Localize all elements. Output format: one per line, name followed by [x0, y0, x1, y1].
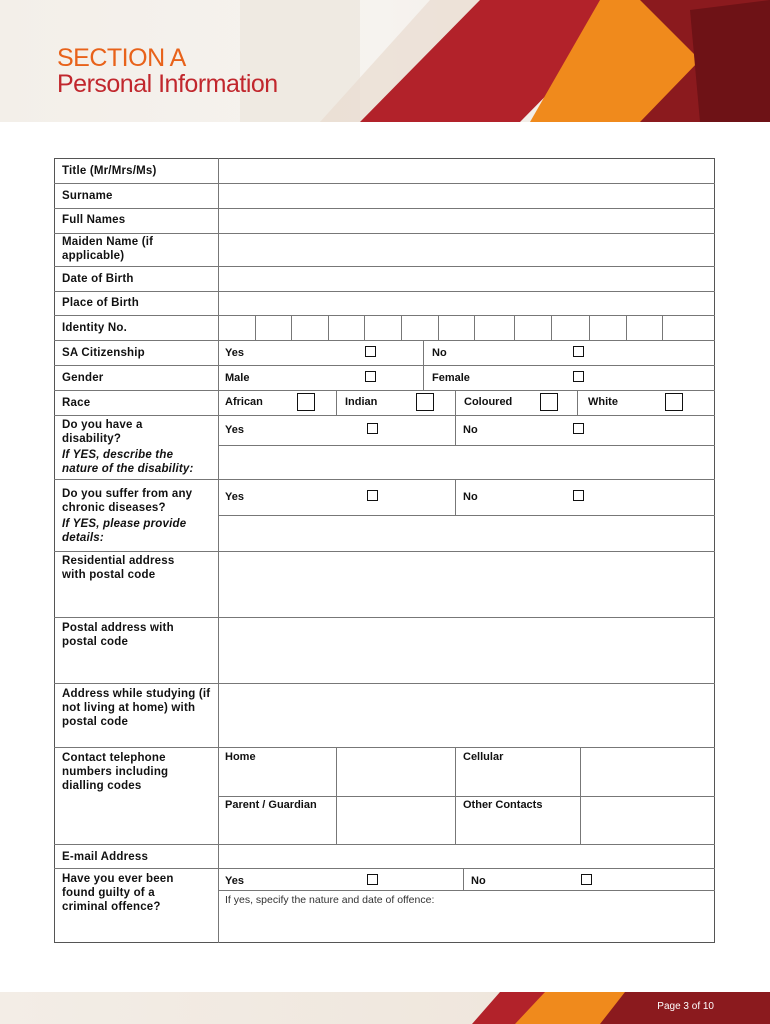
- maiden-name-input[interactable]: [219, 234, 714, 266]
- email-input[interactable]: [219, 845, 714, 868]
- label-criminal: Have you ever been found guilty of a criminal offence?: [62, 873, 174, 913]
- label-gender: Gender: [62, 372, 104, 384]
- label-contact: Contact telephone numbers including dialling codes: [62, 752, 169, 792]
- label-surname: Surname: [62, 190, 113, 202]
- contact-parent-label: Parent / Guardian: [225, 799, 317, 811]
- section-subtitle: Personal Information: [57, 70, 278, 98]
- label-full-names: Full Names: [62, 214, 126, 226]
- label-disability: Do you have a disability?: [62, 419, 143, 445]
- race-coloured-checkbox[interactable]: [540, 393, 558, 411]
- dob-input[interactable]: [219, 267, 714, 291]
- other-contacts-input[interactable]: [581, 797, 714, 844]
- label-dob: Date of Birth: [62, 273, 134, 285]
- disability-yes-checkbox[interactable]: [367, 423, 378, 434]
- title-input[interactable]: [219, 159, 714, 183]
- contact-other-label: Other Contacts: [463, 799, 543, 811]
- identity-no-input[interactable]: [219, 316, 714, 340]
- section-title: SECTION A: [57, 44, 186, 72]
- race-white-label: White: [588, 396, 618, 408]
- citizenship-yes-label: Yes: [225, 347, 244, 359]
- label-title: Title (Mr/Mrs/Ms): [62, 165, 157, 177]
- chronic-no-label: No: [463, 491, 478, 503]
- chronic-yes-label: Yes: [225, 491, 244, 503]
- label-maiden-name: Maiden Name (if applicable): [62, 236, 154, 262]
- citizenship-no-checkbox[interactable]: [573, 346, 584, 357]
- label-residential: Residential address with postal code: [62, 555, 175, 581]
- race-indian-label: Indian: [345, 396, 378, 408]
- place-of-birth-input[interactable]: [219, 292, 714, 315]
- race-african-checkbox[interactable]: [297, 393, 315, 411]
- chronic-yes-checkbox[interactable]: [367, 490, 378, 501]
- criminal-yes-label: Yes: [225, 875, 244, 887]
- label-identity-no: Identity No.: [62, 322, 128, 334]
- race-coloured-label: Coloured: [464, 396, 513, 408]
- postal-address-input[interactable]: [219, 618, 714, 683]
- label-disability-note: If YES, describe the nature of the disability:: [62, 449, 194, 475]
- gender-male-checkbox[interactable]: [365, 371, 376, 382]
- race-white-checkbox[interactable]: [665, 393, 683, 411]
- label-sa-citizenship: SA Citizenship: [62, 347, 145, 359]
- label-place-of-birth: Place of Birth: [62, 297, 139, 309]
- gender-female-checkbox[interactable]: [573, 371, 584, 382]
- label-chronic-note: If YES, please provide details:: [62, 518, 187, 544]
- disability-details-input[interactable]: [219, 446, 714, 479]
- disability-no-label: No: [463, 424, 478, 436]
- residential-address-input[interactable]: [219, 552, 714, 617]
- chronic-details-input[interactable]: [219, 516, 714, 551]
- label-studying-address: Address while studying (if not living at home) with postal code: [62, 688, 211, 728]
- criminal-no-checkbox[interactable]: [581, 874, 592, 885]
- criminal-no-label: No: [471, 875, 486, 887]
- home-phone-input[interactable]: [337, 748, 455, 796]
- parent-phone-input[interactable]: [337, 797, 455, 844]
- footer-graphic: [0, 992, 770, 1024]
- race-african-label: African: [225, 396, 263, 408]
- citizenship-no-label: No: [432, 347, 447, 359]
- page-number: Page 3 of 10: [657, 1001, 714, 1012]
- full-names-input[interactable]: [219, 209, 714, 233]
- studying-address-input[interactable]: [219, 684, 714, 747]
- disability-no-checkbox[interactable]: [573, 423, 584, 434]
- contact-home-label: Home: [225, 751, 256, 763]
- criminal-yes-checkbox[interactable]: [367, 874, 378, 885]
- label-race: Race: [62, 397, 91, 409]
- label-email: E-mail Address: [62, 851, 149, 863]
- offence-note: If yes, specify the nature and date of offence:: [225, 894, 435, 906]
- gender-female-label: Female: [432, 372, 470, 384]
- citizenship-yes-checkbox[interactable]: [365, 346, 376, 357]
- race-indian-checkbox[interactable]: [416, 393, 434, 411]
- footer-banner: [0, 992, 770, 1024]
- cellular-phone-input[interactable]: [581, 748, 714, 796]
- label-chronic: Do you suffer from any chronic diseases?: [62, 488, 193, 514]
- surname-input[interactable]: [219, 184, 714, 208]
- contact-cellular-label: Cellular: [463, 751, 504, 763]
- disability-yes-label: Yes: [225, 424, 244, 436]
- offence-details-input[interactable]: [219, 910, 714, 942]
- label-postal: Postal address with postal code: [62, 622, 174, 648]
- chronic-no-checkbox[interactable]: [573, 490, 584, 501]
- gender-male-label: Male: [225, 372, 250, 384]
